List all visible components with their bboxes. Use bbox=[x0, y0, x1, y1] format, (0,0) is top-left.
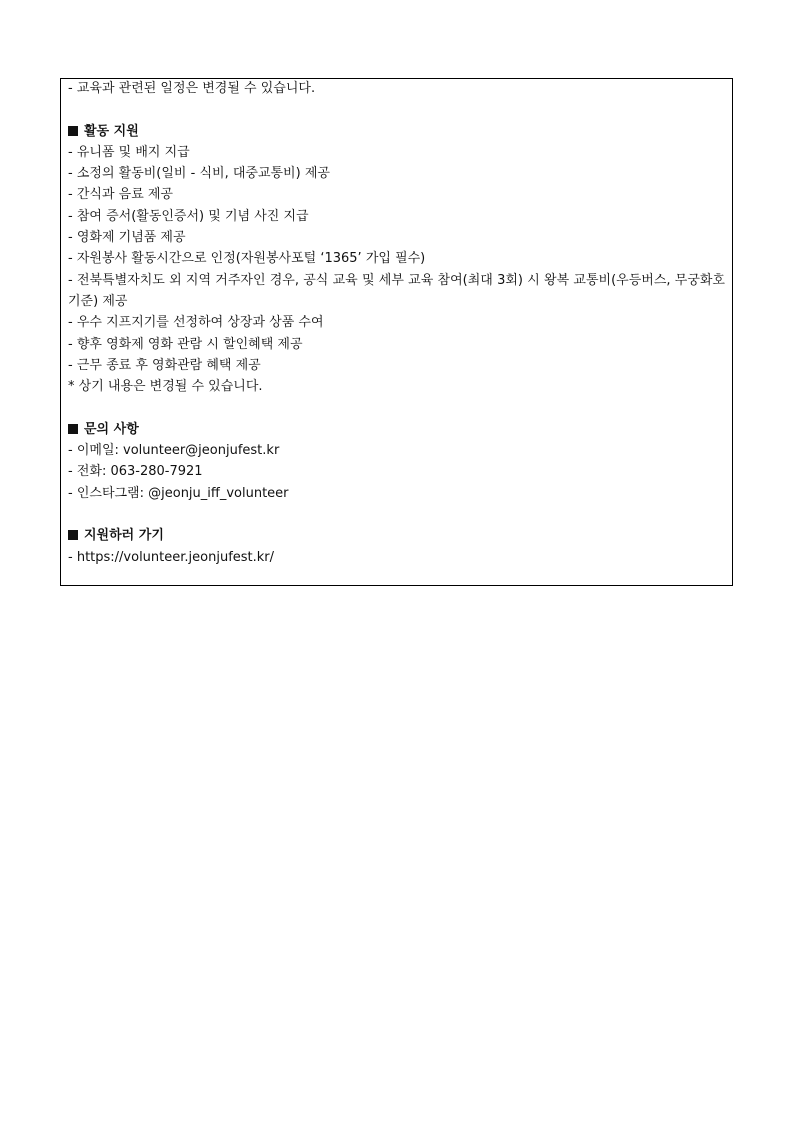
square-bullet-icon bbox=[68, 424, 78, 434]
list-item: - 유니폼 및 배지 지급 bbox=[68, 144, 190, 160]
list-item: - 자원봉사 활동시간으로 인정(자원봉사포털 ‘1365’ 가입 필수) bbox=[68, 251, 426, 267]
list-item: - 근무 종료 후 영화관람 혜택 제공 bbox=[68, 357, 261, 373]
list-item: - 소정의 활동비(일비 - 식비, 대중교통비) 제공 bbox=[68, 166, 330, 182]
section-heading-activity bbox=[68, 121, 725, 142]
section-heading-contact bbox=[68, 419, 725, 440]
list-item: - 전북특별자치도 외 지역 거주자인 경우, 공식 교육 및 세부 교육 참여(최대 3회) 시 왕복 교통비(우등버스, 무궁화호 기준) 제공 bbox=[68, 272, 725, 309]
section-heading-text: 지원하러 가기 bbox=[84, 528, 164, 544]
info-box bbox=[60, 78, 733, 586]
square-bullet-icon bbox=[68, 126, 78, 136]
list-item: - 참여 증서(활동인증서) 및 기념 사진 지급 bbox=[68, 208, 309, 224]
contact-email: - 이메일: volunteer@jeonjufest.kr bbox=[68, 443, 280, 459]
section-heading-apply bbox=[68, 525, 725, 546]
section-heading-text: 문의 사항 bbox=[84, 421, 139, 437]
contact-instagram: - 인스타그램: @jeonju_iff_volunteer bbox=[68, 485, 289, 501]
list-item: - 영화제 기념품 제공 bbox=[68, 230, 186, 246]
list-item: - 우수 지프지기를 선정하여 상장과 상품 수여 bbox=[68, 315, 324, 331]
change-note: * 상기 내용은 변경될 수 있습니다. bbox=[68, 379, 263, 395]
list-item: - 간식과 음료 제공 bbox=[68, 187, 173, 203]
section-heading-text: 활동 지원 bbox=[84, 123, 139, 139]
schedule-note: - 교육과 관련된 일정은 변경될 수 있습니다. bbox=[68, 81, 316, 96]
list-item: - 향후 영화제 영화 관람 시 할인혜택 제공 bbox=[68, 336, 303, 352]
apply-link[interactable]: - https://volunteer.jeonjufest.kr/ bbox=[68, 549, 275, 565]
square-bullet-icon bbox=[68, 530, 78, 540]
contact-phone: - 전화: 063-280-7921 bbox=[68, 464, 203, 480]
